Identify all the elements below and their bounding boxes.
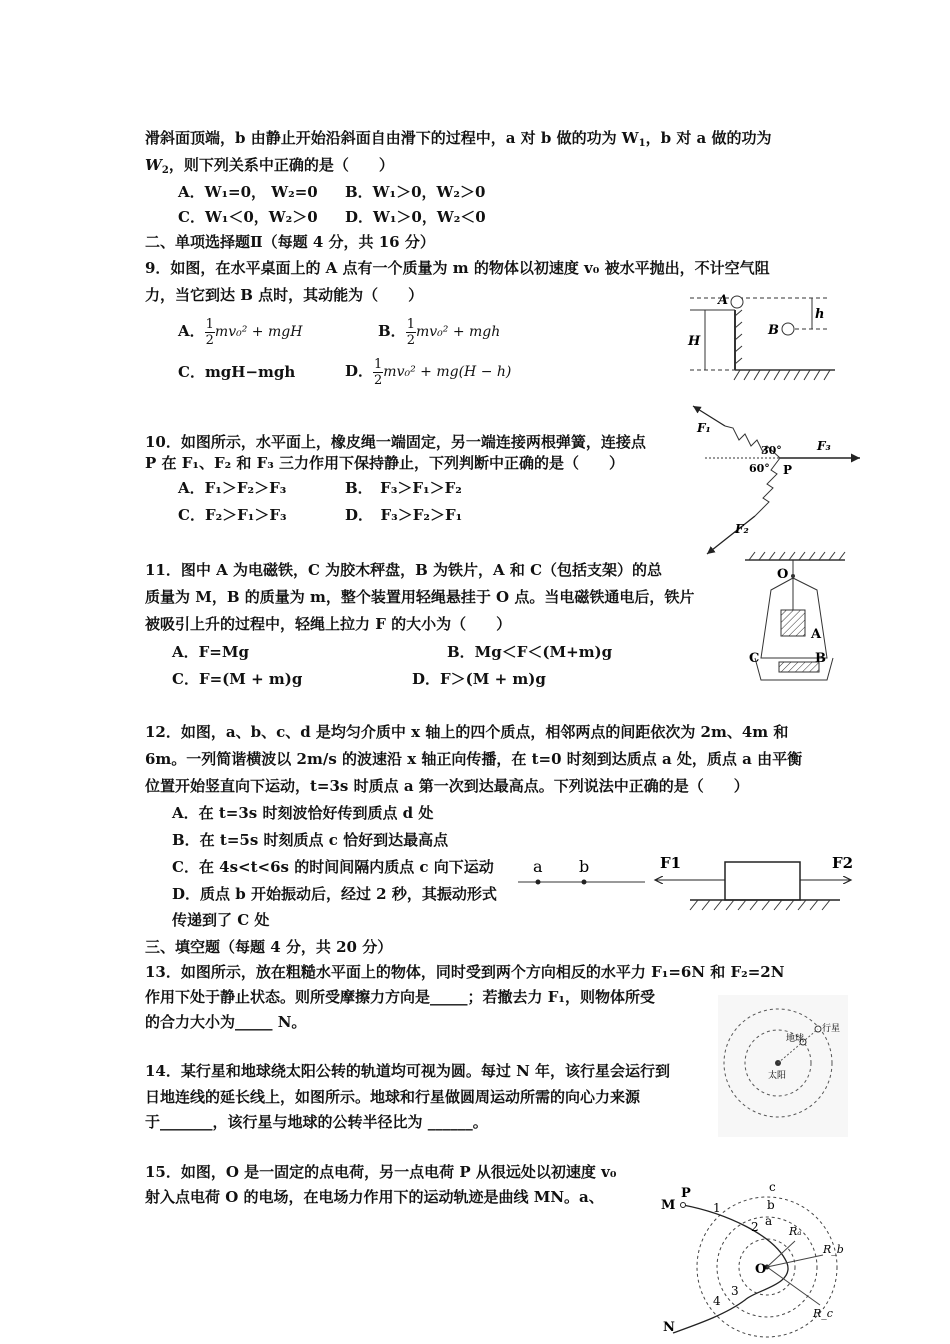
- q12-option-b: B．在 t=5s 时刻质点 c 恰好到达最高点: [172, 831, 449, 849]
- label-a: A: [811, 627, 822, 642]
- q8-option-b: B．W₁＞0，W₂＞0: [345, 183, 486, 201]
- q10-line2: P 在 F₁、F₂ 和 F₃ 三力作用下保持静止，下列判断中正确的是（ ）: [145, 454, 625, 472]
- q9-option-c: C．mgH−mgh: [178, 363, 296, 381]
- label-h-small: h: [815, 307, 825, 322]
- label-planet: 行星: [822, 1024, 841, 1034]
- label-f2: F₂: [735, 522, 749, 536]
- label-b: b: [767, 1198, 775, 1212]
- label-earth: 地球: [786, 1034, 805, 1044]
- q13-figure: [650, 848, 870, 918]
- q12-option-a: A．在 t=3s 时刻波恰好传到质点 d 处: [172, 804, 434, 822]
- q12-option-c: C．在 4s<t<6s 的时间间隔内质点 c 向下运动: [172, 858, 494, 876]
- q9-figure: [680, 288, 840, 383]
- q11-line3: 被吸引上升的过程中，轻绳上拉力 F 的大小为（ ）: [145, 615, 512, 633]
- label-rb: R_b: [823, 1243, 844, 1256]
- q8-line1: 滑斜面顶端，b 由静止开始沿斜面自由滑下的过程中，a 对 b 做的功为 $W_1$，b 对 a 做的功为: [145, 129, 772, 149]
- q11-figure: [735, 548, 855, 693]
- q8-option-d: D．W₁＞0，W₂＜0: [345, 208, 486, 226]
- q11-line1: 11．图中 A 为电磁铁，C 为胶木秤盘，B 为铁片，A 和 C（包括支架）的总: [145, 561, 663, 579]
- q9-option-b: B． $\frac{1}{2}$ mv₀² + mgh: [378, 316, 501, 348]
- label-2: 2: [751, 1220, 759, 1234]
- label-h-big: H: [688, 334, 701, 349]
- label-a: a: [765, 1214, 773, 1228]
- q13-line2: 作用下处于静止状态。则所受摩擦力方向是_____；若撤去力 F₁，则物体所受: [145, 988, 655, 1006]
- q12-line3: 位置开始竖直向下运动，t=3s 时质点 a 第一次到达最高点。下列说法中正确的是（ ）: [145, 777, 749, 795]
- label-n: N: [663, 1320, 675, 1335]
- label-b: B: [768, 323, 779, 338]
- label-c: C: [749, 651, 760, 666]
- q13-line1: 13．如图所示，放在粗糙水平面上的物体，同时受到两个方向相反的水平力 F₁=6N 和 F₂=2N: [145, 963, 785, 981]
- q15-line1: 15．如图，O 是一固定的点电荷，另一点电荷 P 从很远处以初速度 v₀: [145, 1163, 617, 1181]
- q12-line1: 12．如图，a、b、c、d 是均匀介质中 x 轴上的四个质点，相邻两点的间距依次为 2m、4m 和: [145, 723, 789, 741]
- label-a: a: [533, 857, 543, 876]
- q9-option-d: D． $\frac{1}{2}$ mv₀² + mg(H − h): [345, 356, 512, 388]
- q12-line2: 6m。一列简谐横波以 2m/s 的波速沿 x 轴正向传播，在 t=0 时刻到达质点 a 处，质点 a 由平衡: [145, 750, 803, 768]
- label-b: B: [815, 651, 826, 666]
- ball-a: [731, 296, 743, 308]
- q14-line3: 于_______，该行星与地球的公转半径比为 ______。: [145, 1113, 488, 1131]
- q15-line2: 射入点电荷 O 的电场，在电场力作用下的运动轨迹是曲线 MN。a、: [145, 1188, 604, 1206]
- label-ra: Rₐ: [789, 1225, 802, 1238]
- label-a: A: [718, 293, 729, 308]
- label-m: M: [661, 1198, 676, 1213]
- q12-option-d-line1: D．质点 b 开始振动后，经过 2 秒，其振动形式: [172, 885, 497, 903]
- q8-option-c: C．W₁＜0，W₂＞0: [178, 208, 318, 226]
- label-sun: 太阳: [768, 1071, 787, 1081]
- q9-option-a: A． $\frac{1}{2}$ mv₀² + mgH: [178, 316, 303, 348]
- ball-b: [782, 323, 794, 335]
- label-1: 1: [713, 1201, 721, 1215]
- q8-option-a: A．W₁=0， W₂=0: [178, 183, 318, 201]
- q10-option-b: B． F₃＞F₁＞F₂: [345, 479, 462, 497]
- q9-line2: 力，当它到达 B 点时，其动能为（ ）: [145, 286, 424, 304]
- label-f2: F2: [832, 854, 854, 872]
- label-f1: F1: [660, 854, 682, 872]
- q11-option-b: B．Mg＜F＜(M+m)g: [447, 643, 613, 661]
- label-p: P: [783, 463, 793, 477]
- q10-figure: [685, 398, 870, 563]
- q10-option-d: D． F₃＞F₂＞F₁: [345, 506, 463, 524]
- q14-line2: 日地连线的延长线上，如图所示。地球和行星做圆周运动所需的向心力来源: [145, 1088, 641, 1106]
- label-f3: F₃: [817, 439, 831, 453]
- label-c: c: [769, 1180, 776, 1194]
- section-2-heading: 二、单项选择题Ⅱ（每题 4 分，共 16 分）: [145, 233, 435, 251]
- label-rc: R_c: [813, 1307, 833, 1320]
- label-b: b: [579, 857, 590, 876]
- label-3: 3: [731, 1284, 739, 1298]
- q9-line1: 9．如图，在水平桌面上的 A 点有一个质量为 m 的物体以初速度 v₀ 被水平抛出，不计空气阻: [145, 259, 770, 277]
- q12-figure: [510, 850, 650, 895]
- label-p: P: [681, 1186, 691, 1201]
- q10-line1: 10．如图所示，水平面上，橡皮绳一端固定，另一端连接两根弹簧，连接点: [145, 433, 646, 451]
- q15-figure: [655, 1175, 855, 1344]
- q14-line1: 14．某行星和地球绕太阳公转的轨道均可视为圆。每过 N 年，该行星会运行到: [145, 1062, 671, 1080]
- label-4: 4: [713, 1294, 721, 1308]
- label-o: O: [777, 567, 789, 582]
- q13-line3: 的合力大小为_____ N。: [145, 1013, 307, 1031]
- q11-option-c: C．F=(M + m)g: [172, 670, 303, 688]
- q10-option-a: A．F₁＞F₂＞F₃: [178, 479, 287, 497]
- section-3-heading: 三、填空题（每题 4 分，共 20 分）: [145, 938, 393, 956]
- label-angle-60: 60°: [749, 462, 770, 475]
- q11-option-a: A．F=Mg: [172, 643, 249, 661]
- q8-line2: $W_2$，则下列关系中正确的是（ ）: [145, 156, 394, 176]
- q10-option-c: C．F₂＞F₁＞F₃: [178, 506, 287, 524]
- q14-figure: [718, 995, 848, 1137]
- q11-option-d: D．F＞(M + m)g: [412, 670, 546, 688]
- label-o: O: [755, 1262, 767, 1277]
- q11-line2: 质量为 M，B 的质量为 m，整个装置用轻绳悬挂于 O 点。当电磁铁通电后，铁片: [145, 588, 695, 606]
- q12-option-d-line2: 传递到了 C 处: [172, 911, 270, 929]
- label-f1: F₁: [697, 421, 711, 435]
- label-angle-30: 30°: [761, 444, 782, 457]
